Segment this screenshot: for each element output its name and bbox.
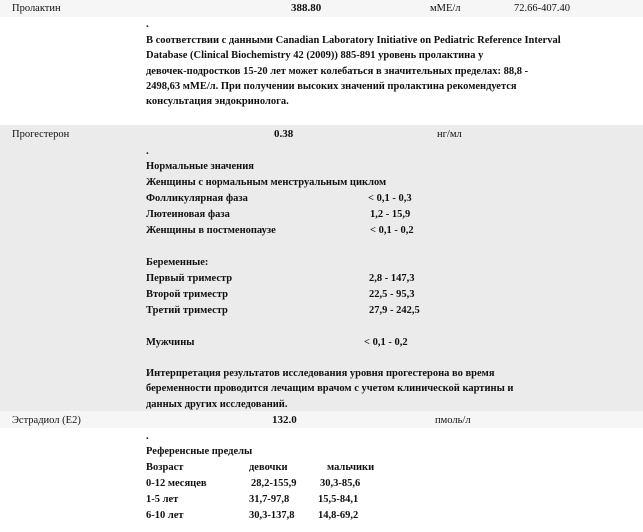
progesterone-row-label: Женщины в постменопаузе xyxy=(146,225,276,236)
progesterone-row-value: 22,5 - 95,3 xyxy=(369,289,415,300)
prolactin-note-line: девочек-подростков 15-20 лет может колебаться в значительных пределах: 88,8 - xyxy=(146,65,529,77)
progesterone-men-label: Мужчины xyxy=(146,337,195,348)
estradiol-value: 132.0 xyxy=(272,414,297,426)
estradiol-name: Эстрадиол (Е2) xyxy=(12,415,81,426)
progesterone-pregnant-header: Беременные: xyxy=(146,257,209,268)
progesterone-row-value: < 0,1 - 0,2 xyxy=(370,225,414,236)
estradiol-row-girls: 31,7-97,8 xyxy=(249,494,290,505)
prolactin-note-line: В соответствии с данными Canadian Laboratory Initiative on Pediatric Reference Interval xyxy=(146,35,561,46)
interpretation-line: беременности проводится лечащим врачом с учетом клинической картины и xyxy=(146,383,514,395)
prolactin-value: 388.80 xyxy=(291,2,322,14)
estradiol-row-girls: 28,2-155,9 xyxy=(251,478,297,489)
prolactin-note-line: Database (Clinical Biochemistry 42 (2009)) 885-891 уровень пролактина у xyxy=(146,50,484,62)
progesterone-value: 0.38 xyxy=(274,128,294,140)
estradiol-row-age: 0-12 месяцев xyxy=(146,478,207,489)
prolactin-note-line: консультация эндокринолога. xyxy=(146,96,289,108)
estradiol-col-boys: мальчики xyxy=(327,462,375,473)
estradiol-header-band xyxy=(0,411,643,428)
progesterone-men-value: < 0,1 - 0,2 xyxy=(364,337,408,348)
progesterone-row-value: 1,2 - 15,9 xyxy=(370,209,411,220)
estradiol-ref-header: Референсные пределы xyxy=(146,446,253,457)
prolactin-range: 72.66-407.40 xyxy=(514,3,570,14)
estradiol-row-girls: 30,3-137,8 xyxy=(249,510,295,521)
estradiol-row-boys: 15,5-84,1 xyxy=(318,494,359,505)
progesterone-row-label: Второй триместр xyxy=(146,289,228,300)
interpretation-line: данных других исследований. xyxy=(146,398,288,410)
progesterone-row-value: 27,9 - 242,5 xyxy=(369,305,420,316)
prolactin-note xyxy=(146,33,636,109)
estradiol-row-age: 6-10 лет xyxy=(146,510,184,521)
estradiol-dot: . xyxy=(146,430,149,442)
prolactin-dot: . xyxy=(146,18,149,30)
estradiol-unit: пмоль/л xyxy=(435,415,471,426)
estradiol-row-boys: 14,8-69,2 xyxy=(318,510,359,521)
progesterone-row-label: Фолликулярная фаза xyxy=(146,193,248,204)
estradiol-col-girls: девочки xyxy=(249,462,288,473)
progesterone-normal-header: Нормальные значения xyxy=(146,161,254,172)
progesterone-interpretation xyxy=(146,366,636,412)
prolactin-unit: мМЕ/л xyxy=(430,3,461,14)
prolactin-note-line: 2498,63 мМЕ/л. При получении высоких значений пролактина рекомендуется xyxy=(146,80,517,92)
progesterone-unit: нг/мл xyxy=(437,129,462,140)
estradiol-col-age: Возраст xyxy=(146,462,184,473)
estradiol-row-boys: 30,3-85,6 xyxy=(320,478,361,489)
estradiol-row-age: 1-5 лет xyxy=(146,494,179,505)
interpretation-line: Интерпретация результатов исследования уровня прогестерона во время xyxy=(146,368,495,379)
progesterone-women-cycle: Женщины с нормальным менструальным циклом xyxy=(146,177,387,188)
progesterone-dot: . xyxy=(146,145,149,157)
progesterone-name: Прогестерон xyxy=(12,129,70,140)
progesterone-row-label: Третий триместр xyxy=(146,305,228,316)
progesterone-row-label: Лютеиновая фаза xyxy=(146,209,230,220)
progesterone-row-label: Первый триместр xyxy=(146,273,233,284)
progesterone-row-value: 2,8 - 147,3 xyxy=(369,273,415,284)
progesterone-row-value: < 0,1 - 0,3 xyxy=(368,193,412,204)
prolactin-name: Пролактин xyxy=(12,3,61,14)
